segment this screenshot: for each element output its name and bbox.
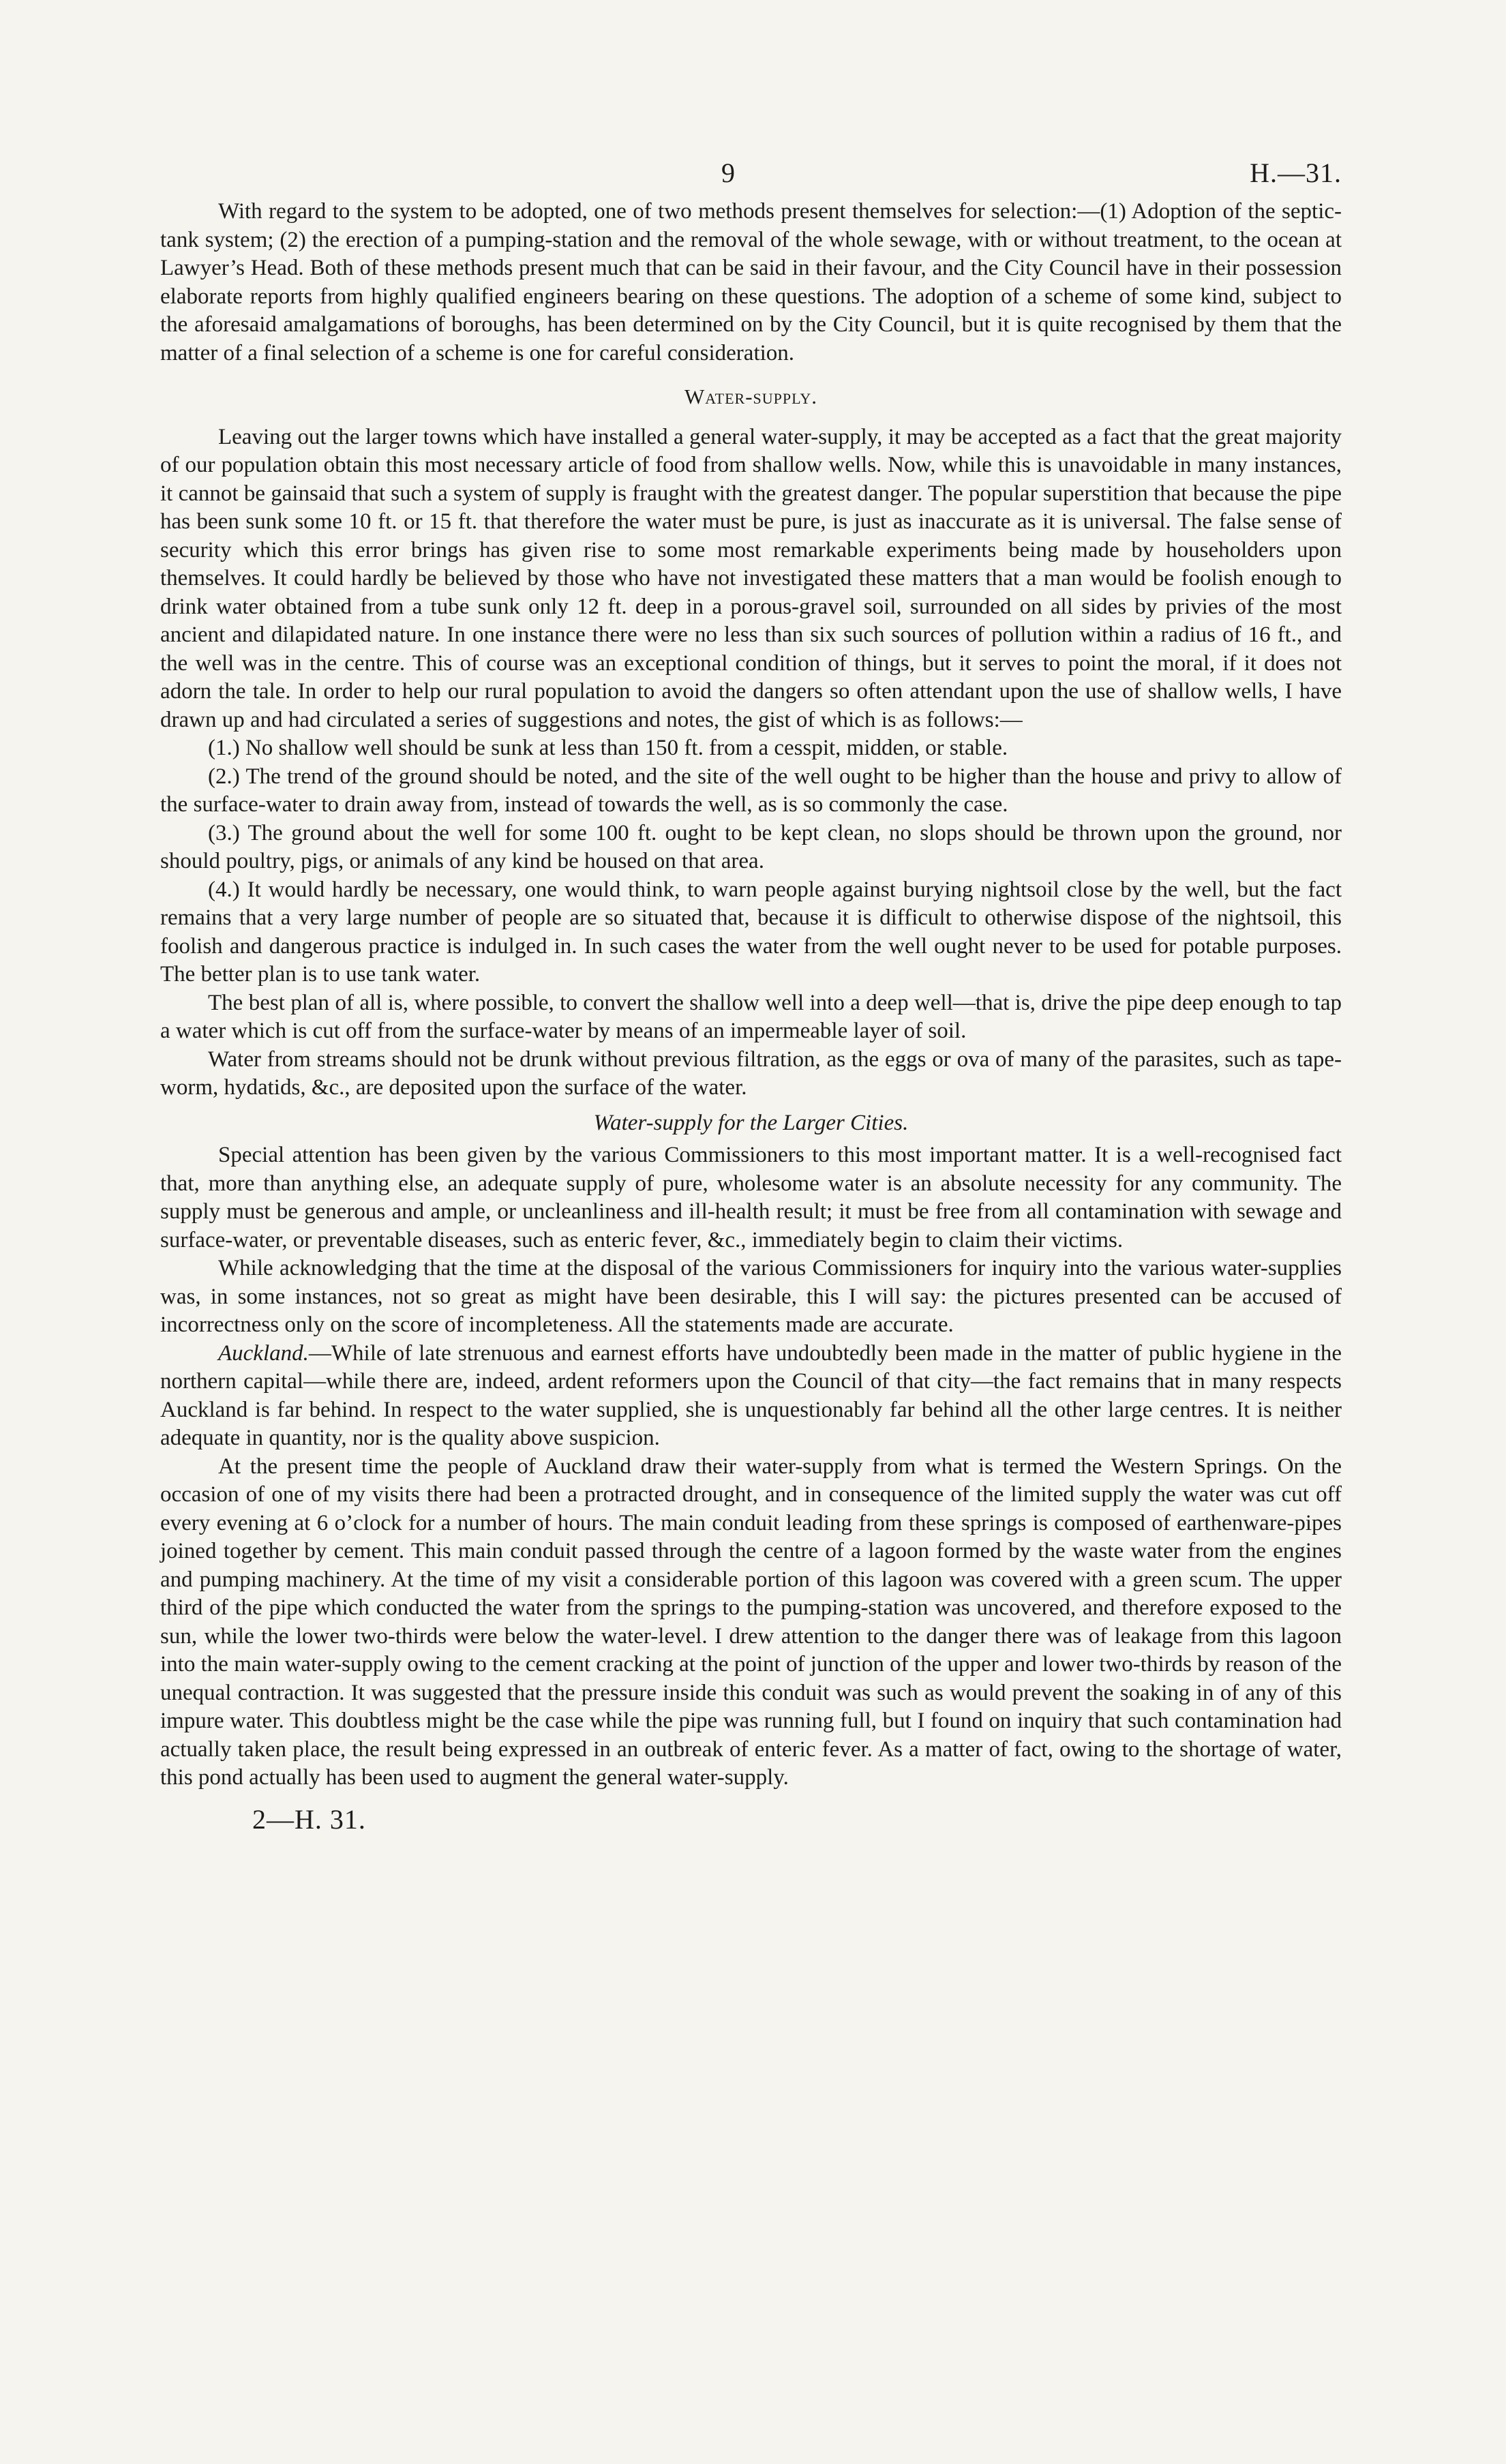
section-heading-water-supply: Water-supply.	[684, 385, 818, 408]
page-header	[160, 0, 1342, 198]
auckland-lead: Auckland.	[218, 1340, 309, 1366]
body-text	[160, 198, 1342, 1792]
paragraph: Leaving out the larger towns which have installed a general water-supply, it may be accepted as a fact that the great majority of our population obtain this most necessary article of food from shallow wells. Now, while this is unavoidable in many instances, it cannot be gainsaid that such a system of supply is fraught with the greatest danger. The popular superstition that because the pipe has been sunk some 10 ft. or 15 ft. that therefore the water must be pure, is just as inaccurate as it is universal. The false sense of security which this error brings has given rise to some most remarkable experiments being made by householders upon themselves. It could hardly be believed by those who have not investigated these matters that a man would be foolish enough to drink water obtained from a tube sunk only 12 ft. deep in a porous-gravel soil, surrounded on all sides by privies of the most ancient and dilapidated nature. In one instance there were no less than six such sources of pollution within a radius of 16 ft., and the well was in the centre. This of course was an exceptional condition of things, but it serves to point the moral, if it does not adorn the tale. In order to help our rural population to avoid the dangers so often attendant upon the use of shallow wells, I have drawn up and had circulated a series of suggestions and notes, the gist of which is as follows:—	[160, 424, 1342, 732]
list-item: (4.) It would hardly be necessary, one would think, to warn people against burying nightsoil close by the well, but the fact remains that a very large number of people are so situated that, because it is difficult to otherwise dispose of the nightsoil, this foolish and dangerous practice is indulged in. In such cases the water from the well ought never to be used for potable purposes. The better plan is to use tank water.	[160, 877, 1342, 987]
list-item: (1.) No shallow well should be sunk at less than 150 ft. from a cesspit, midden, or stable.	[208, 736, 1008, 760]
document-page	[160, 0, 1342, 2464]
page-number: 9	[721, 157, 735, 188]
series-reference: H.—31.	[1250, 157, 1342, 188]
paragraph: At the present time the people of Auckland draw their water-supply from what is termed the Western Springs. On the occasion of one of my visits there had been a protracted drought, and in consequence of the limited supply the water was cut off every evening at 6 o’clock for a number of hours. The main conduit leading from these springs is composed of earthenware-pipes joined together by cement. This main conduit passed through the centre of a lagoon formed by the waste water from the engines and pumping machinery. At the time of my visit a considerable portion of this lagoon was covered with a green scum. The upper third of the pipe which conducted the water from the springs to the pumping-station was uncovered, and therefore exposed to the sun, while the lower two-thirds were below the water-level. I drew attention to the danger there was of leakage from this lagoon into the main water-supply owing to the cement cracking at the point of junction of the upper and lower two-thirds by reason of the unequal contraction. It was suggested that the pressure inside this conduit was such as would prevent the soaking in of any of this impure water. This doubtless might be the case while the pipe was running full, but I found on inquiry that such contamination had actually taken place, the result being expressed in an outbreak of enteric fever. As a matter of fact, owing to the shortage of water, this pond actually has been used to augment the general water-supply.	[160, 1454, 1342, 1790]
auckland-paragraph	[160, 1340, 1342, 1453]
signature-mark: 2—H. 31.	[252, 1803, 366, 1835]
paragraph: Special attention has been given by the various Commissioners to this most important matter. It is a well-recognised fact that, more than anything else, an adequate supply of pure, wholesome water is an absolute necessity for any community. The supply must be generous and ample, or uncleanliness and ill-health result; it must be free from all contamination with sewage and surface-water, or preventable diseases, such as enteric fever, &c., immediately begin to claim their victims.	[160, 1143, 1342, 1252]
intro-paragraph: With regard to the system to be adopted, one of two methods present themselves for selection:—(1) Adoption of the septic-tank system; (2) the erection of a pumping-station and the removal of the whole sewage, with or without treatment, to the ocean at Lawyer’s Head. Both of these methods present much that can be said in their favour, and the City Council have in their possession elaborate reports from highly qualified engineers bearing on these questions. The adoption of a scheme of some kind, subject to the aforesaid amalgamations of boroughs, has been determined on by the City Council, but it is quite recognised by them that the matter of a final selection of a scheme is one for careful consideration.	[160, 199, 1342, 365]
paragraph: Water from streams should not be drunk without previous filtration, as the eggs or ova of many of the parasites, such as tape-worm, hydatids, &c., are deposited upon the surface of the water.	[160, 1047, 1342, 1100]
paragraph: The best plan of all is, where possible, to convert the shallow well into a deep well—that is, drive the pipe deep enough to tap a water which is cut off from the surface-water by means of an impermeable layer of soil.	[160, 990, 1342, 1043]
list-item: (2.) The trend of the ground should be noted, and the site of the well ought to be higher than the house and privy to allow of the surface-water to drain away from, instead of towards the well, as is so commonly the case.	[160, 764, 1342, 817]
list-item: (3.) The ground about the well for some 100 ft. ought to be kept clean, no slops should be thrown upon the ground, nor should poultry, pigs, or animals of any kind be housed on that area.	[160, 820, 1342, 873]
paragraph: While acknowledging that the time at the disposal of the various Commissioners for inquiry into the various water-supplies was, in some instances, not so great as might have been desirable, this I will say: the pictures presented can be accused of incorrectness only on the score of incompleteness. All the statements made are accurate.	[160, 1256, 1342, 1337]
section-heading-larger-cities: Water-supply for the Larger Cities.	[593, 1110, 909, 1135]
auckland-text: —While of late strenuous and earnest efforts have undoubtedly been made in the matter of public hygiene in the northern capital—while there are, indeed, ardent reformers upon the Council of that city—the fact remains that in many respects Auckland is far behind. In respect to the water supplied, she is unquestionably far behind all the other large centres. It is neither adequate in quantity, nor is the quality above suspicion.	[160, 1340, 1342, 1450]
